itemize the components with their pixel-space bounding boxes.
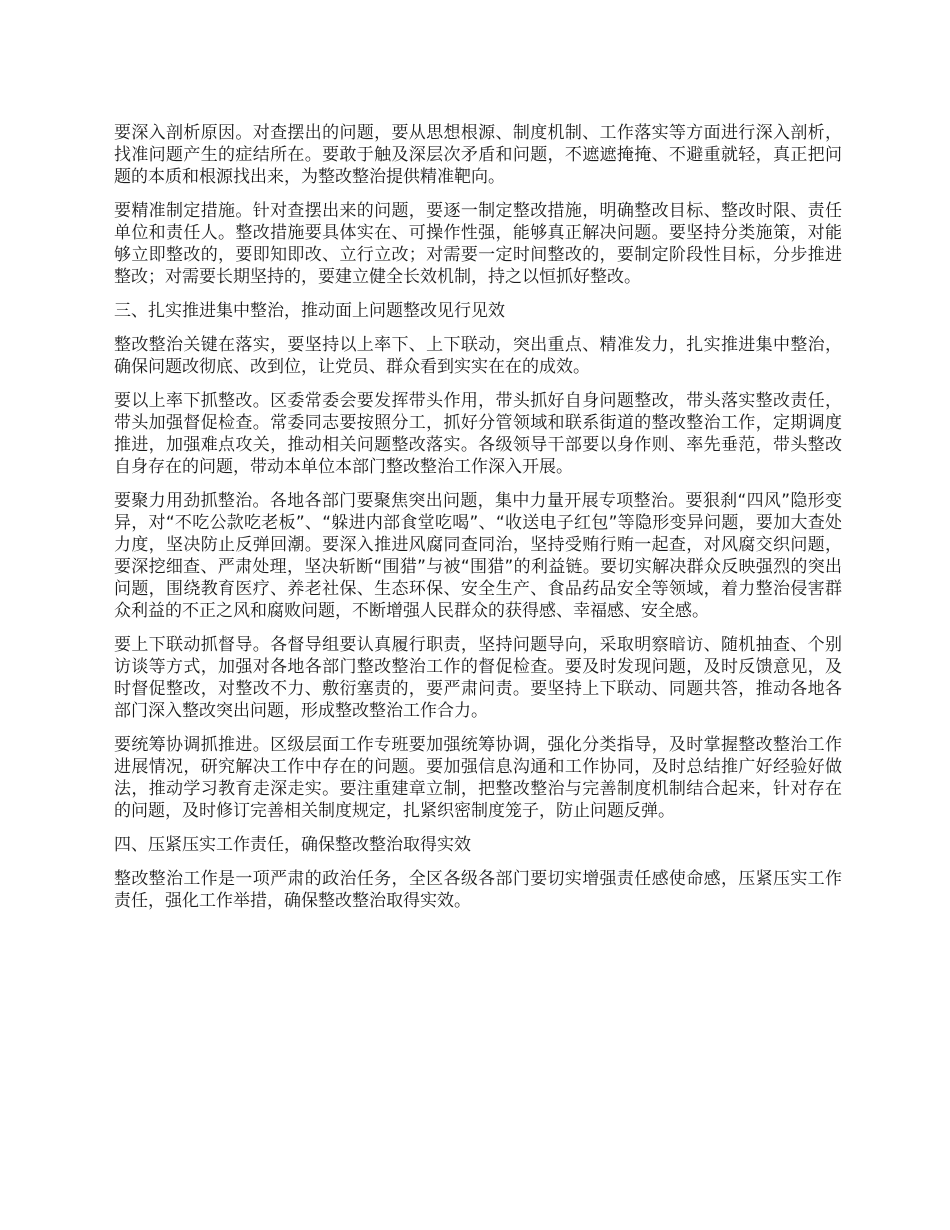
paragraph-analyze-causes: 要深入剖析原因。对查摆出的问题，要从思想根源、制度机制、工作落实等方面进行深入剖析，找准问题产生的症结所在。要敢于触及深层次矛盾和问题，不遮遮掩掩、不避重就轻，真正把问题的本质和根源找出来，为整改整治提供精准靶向。 xyxy=(114,123,842,187)
paragraph-focused-rectification: 要聚力用劲抓整治。各地各部门要聚焦突出问题，集中力量开展专项整治。要狠刹“四风”隐形变异，对“不吃公款吃老板”、“躲进内部食堂吃喝”、“收送电子红包”等隐形变异问题，要加大查处力度，坚决防止反弹回潮。要深入推进风腐同查同治，坚持受贿行贿一起查，对风腐交织问题，要深挖细查、严肃处理，坚决斩断“围猎”与被“围猎”的利益链。要切实解决群众反映强烈的突出问题，围绕教育医疗、养老社保、生态环保、安全生产、食品药品安全等领域，着力整治侵害群众利益的不正之风和腐败问题，不断增强人民群众的获得感、幸福感、安全感。 xyxy=(114,491,842,621)
paragraph-lead-by-example: 要以上率下抓整改。区委常委会要发挥带头作用，带头抓好自身问题整改，带头落实整改责任，带头加强督促检查。常委同志要按照分工，抓好分管领域和联系街道的整改整治工作，定期调度推进，加强难点攻关，推动相关问题整改落实。各级领导干部要以身作则、率先垂范，带头整改自身存在的问题，带动本单位本部门整改整治工作深入开展。 xyxy=(114,391,842,477)
paragraph-section-3-intro: 整改整治关键在落实，要坚持以上率下、上下联动，突出重点、精准发力，扎实推进集中整治，确保问题改彻底、改到位，让党员、群众看到实实在在的成效。 xyxy=(114,335,842,377)
paragraph-formulate-measures: 要精准制定措施。针对查摆出来的问题，要逐一制定整改措施，明确整改目标、整改时限、责任单位和责任人。整改措施要具体实在、可操作性强，能够真正解决问题。要坚持分类施策，对能够立即整改的，要即知即改、立行立改；对需要一定时间整改的，要制定阶段性目标，分步推进整改；对需要长期坚持的，要建立健全长效机制，持之以恒抓好整改。 xyxy=(114,201,842,287)
document-body xyxy=(114,122,842,924)
paragraph-supervision: 要上下联动抓督导。各督导组要认真履行职责，坚持问题导向，采取明察暗访、随机抽查、个别访谈等方式，加强对各地各部门整改整治工作的督促检查。要及时发现问题，及时反馈意见，及时督促整改，对整改不力、敷衍塞责的，要严肃问责。要坚持上下联动、同题共答，推动各地各部门深入整改突出问题，形成整改整治工作合力。 xyxy=(114,635,842,721)
section-heading-3: 三、扎实推进集中整治，推动面上问题整改见行见效 xyxy=(114,301,505,321)
paragraph-coordination: 要统筹协调抓推进。区级层面工作专班要加强统筹协调，强化分类指导，及时掌握整改整治工作进展情况，研究解决工作中存在的问题。要加强信息沟通和工作协同，及时总结推广好经验好做法，推动学习教育走深走实。要注重建章立制，把整改整治与完善制度机制结合起来，针对存在的问题，及时修订完善相关制度规定，扎紧织密制度笼子，防止问题反弹。 xyxy=(114,735,842,821)
paragraph-section-4-intro: 整改整治工作是一项严肃的政治任务，全区各级各部门要切实增强责任感使命感，压紧压实工作责任，强化工作举措，确保整改整治取得实效。 xyxy=(114,869,842,911)
section-heading-4: 四、压紧压实工作责任，确保整改整治取得实效 xyxy=(114,835,471,855)
